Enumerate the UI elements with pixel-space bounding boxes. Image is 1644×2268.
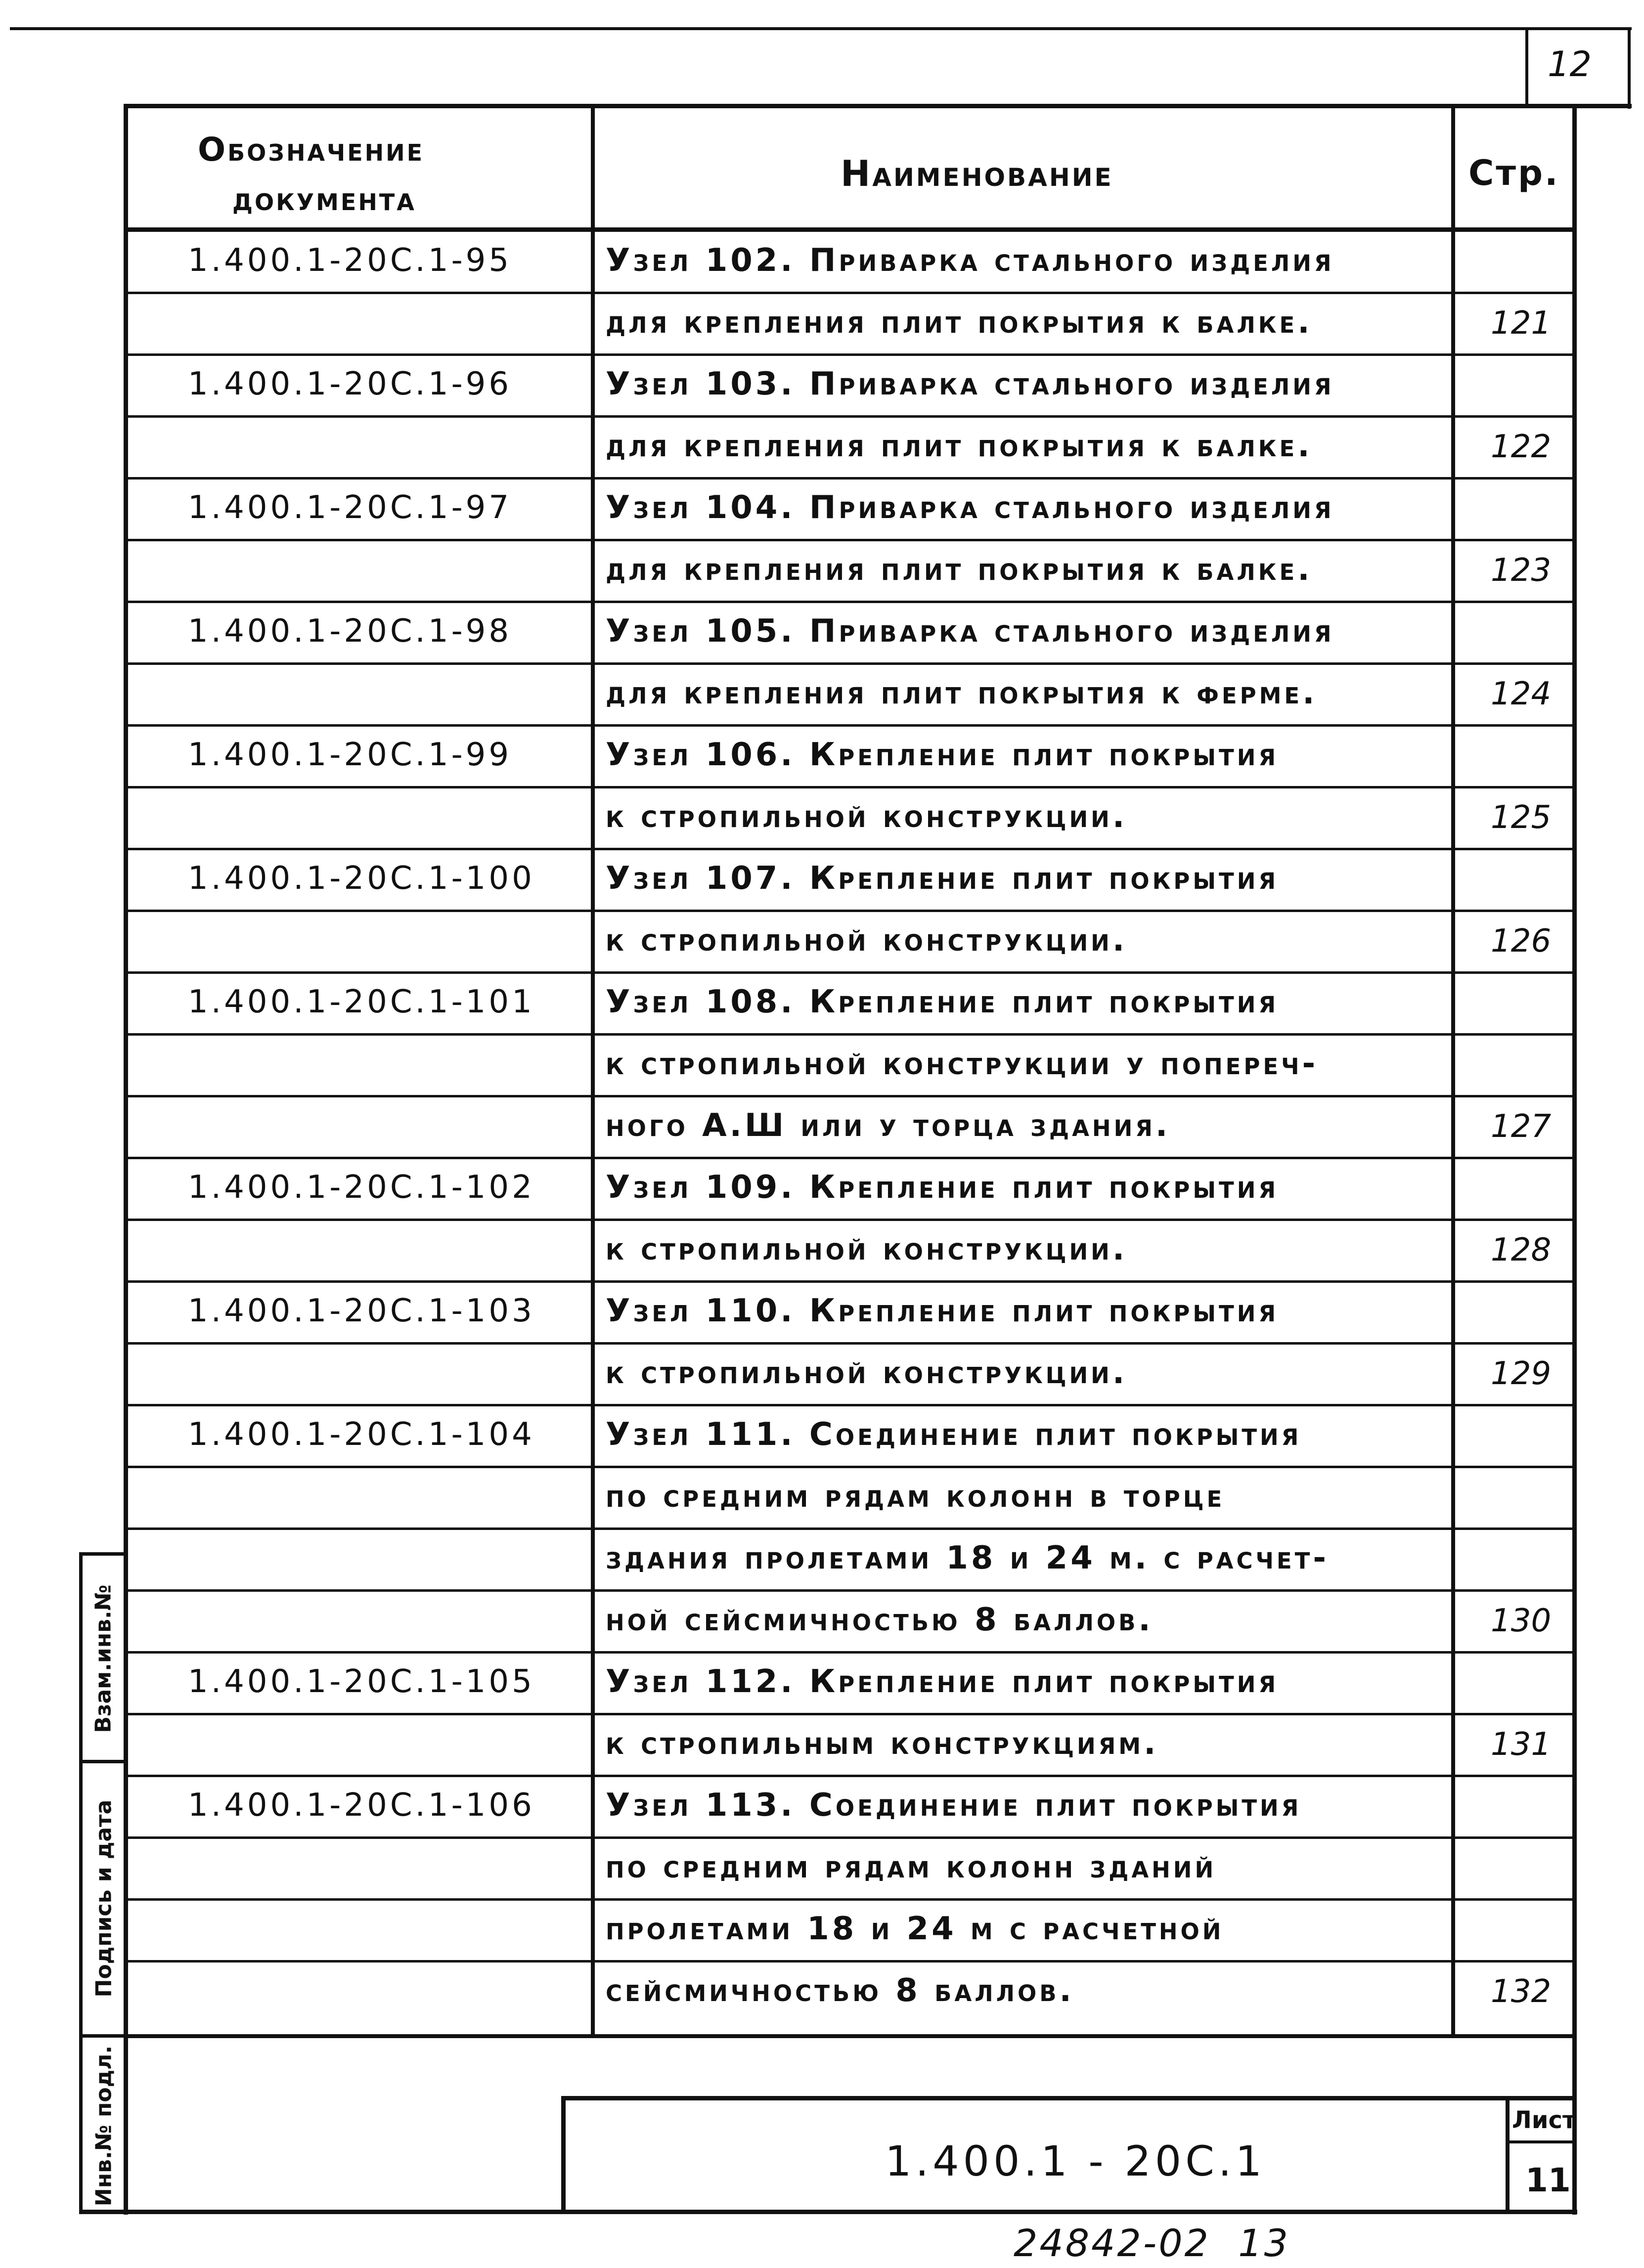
frame-outer-right	[1628, 27, 1631, 109]
row-separator	[124, 724, 1572, 727]
row-name-line: здания пролетами 18 и 24 м. с расчет-	[606, 1540, 1329, 1576]
footer-code: 24842-02 13	[1014, 2221, 1290, 2265]
row-name-line: Узел 111. Соединение плит покрытия	[606, 1416, 1302, 1453]
row-separator	[124, 1836, 1572, 1839]
row-name-line: Узел 102. Приварка стального изделия	[606, 242, 1334, 279]
title-block-left	[561, 2096, 566, 2212]
row-page: 121	[1491, 305, 1552, 342]
row-name-line: для крепления плит покрытия к балке.	[606, 551, 1313, 588]
row-name-line: к стропильной конструкции.	[606, 1354, 1128, 1391]
row-name-line: Узел 105. Приварка стального изделия	[606, 613, 1334, 650]
sheet-number-top: 12	[1548, 44, 1592, 85]
row-code: 1.400.1-20С.1-97	[188, 489, 512, 526]
row-code: 1.400.1-20С.1-104	[188, 1416, 535, 1453]
row-separator	[124, 1404, 1572, 1406]
row-separator	[124, 1713, 1572, 1715]
frame-bottom	[79, 2210, 1577, 2214]
row-name-line: Узел 109. Крепление плит покрытия	[606, 1169, 1279, 1206]
row-separator	[124, 910, 1572, 912]
row-name-line: Узел 107. Крепление плит покрытия	[606, 860, 1279, 897]
row-name-line: Узел 112. Крепление плит покрытия	[606, 1663, 1279, 1700]
row-name-line: для крепления плит покрытия к ферме.	[606, 675, 1318, 711]
row-separator	[124, 1775, 1572, 1777]
row-separator	[124, 1033, 1572, 1036]
table-bottom-rule	[124, 2034, 1572, 2038]
row-separator	[124, 662, 1572, 665]
row-name-line: по средним рядам колонн зданий	[606, 1849, 1217, 1885]
side-label-replace-inv: Взам.инв.№	[90, 1584, 116, 1733]
row-separator	[124, 539, 1572, 541]
row-separator	[124, 1219, 1572, 1221]
row-page: 131	[1491, 1726, 1552, 1763]
row-code: 1.400.1-20С.1-99	[188, 737, 512, 773]
row-name-line: к стропильной конструкции.	[606, 922, 1128, 959]
row-code: 1.400.1-20С.1-106	[188, 1787, 535, 1824]
header-designation-line1: Обозначение	[198, 131, 425, 169]
row-separator	[124, 1280, 1572, 1283]
side-label-inv-orig: Инв.№ подл.	[91, 2045, 117, 2207]
row-page: 122	[1491, 429, 1552, 465]
row-page: 129	[1491, 1355, 1552, 1392]
row-separator	[124, 1342, 1572, 1345]
row-name-line: сейсмичностью 8 баллов.	[606, 1972, 1074, 2009]
row-separator	[124, 1466, 1572, 1468]
row-separator	[124, 292, 1572, 294]
row-page: 128	[1491, 1232, 1552, 1268]
row-name-line: Узел 106. Крепление плит покрытия	[606, 737, 1279, 773]
row-name-line: для крепления плит покрытия к балке.	[606, 428, 1313, 464]
header-designation-line2: документа	[232, 180, 416, 218]
row-separator	[124, 353, 1572, 356]
row-page: 127	[1491, 1108, 1552, 1145]
col-divider-1	[591, 104, 595, 2037]
col-divider-2	[1451, 104, 1455, 2037]
header-page: Стр.	[1468, 153, 1560, 193]
row-page: 123	[1491, 552, 1552, 589]
row-name-line: для крепления плит покрытия к балке.	[606, 304, 1313, 341]
row-page: 130	[1491, 1603, 1552, 1639]
row-code: 1.400.1-20С.1-105	[188, 1663, 535, 1700]
row-name-line: Узел 110. Крепление плит покрытия	[606, 1293, 1279, 1329]
stamp-col-outer	[79, 1552, 83, 2212]
frame-right	[1572, 104, 1577, 2215]
row-code: 1.400.1-20С.1-101	[188, 984, 535, 1020]
row-name-line: ной сейсмичностью 8 баллов.	[606, 1602, 1154, 1638]
row-separator	[124, 971, 1572, 974]
row-name-line: Узел 103. Приварка стального изделия	[606, 366, 1334, 402]
row-code: 1.400.1-20С.1-96	[188, 366, 512, 402]
row-page: 125	[1491, 799, 1552, 836]
title-block-sheet-rule	[1506, 2140, 1575, 2143]
row-separator	[124, 477, 1572, 480]
frame-top	[124, 104, 1632, 108]
row-page: 124	[1491, 676, 1552, 712]
row-name-line: Узел 113. Соединение плит покрытия	[606, 1787, 1302, 1824]
row-separator	[124, 1157, 1572, 1159]
row-name-line: Узел 104. Приварка стального изделия	[606, 489, 1334, 526]
row-separator	[124, 1651, 1572, 1654]
row-separator	[124, 848, 1572, 850]
row-separator	[124, 1960, 1572, 1963]
row-separator	[124, 1898, 1572, 1901]
row-name-line: по средним рядам колонн в торце	[606, 1478, 1225, 1515]
row-separator	[124, 1527, 1572, 1530]
title-block-top	[561, 2096, 1575, 2100]
row-separator	[124, 601, 1572, 603]
title-block-sheet-divider	[1506, 2096, 1510, 2212]
row-name-line: к стропильной конструкции у попереч-	[606, 1046, 1319, 1082]
row-separator	[124, 415, 1572, 418]
row-code: 1.400.1-20С.1-100	[188, 860, 535, 897]
side-label-signature-date: Подпись и дата	[91, 1799, 117, 1998]
title-block-designation: 1.400.1 - 20С.1	[885, 2137, 1266, 2185]
row-separator	[124, 1095, 1572, 1097]
row-page: 126	[1491, 923, 1552, 960]
sheet-number-box-left	[1525, 27, 1528, 106]
row-separator	[124, 1589, 1572, 1592]
row-page: 132	[1491, 1973, 1552, 2010]
header-bottom-rule	[124, 227, 1572, 232]
row-code: 1.400.1-20С.1-103	[188, 1293, 535, 1329]
row-separator	[124, 786, 1572, 788]
header-name: Наименование	[841, 153, 1113, 194]
row-name-line: к стропильной конструкции.	[606, 1231, 1128, 1267]
row-name-line: пролетами 18 и 24 м с расчетной	[606, 1911, 1224, 1947]
title-block-sheet-label: Лист	[1512, 2106, 1576, 2134]
row-code: 1.400.1-20С.1-95	[188, 242, 512, 279]
title-block-sheet-number: 11	[1525, 2161, 1571, 2199]
row-code: 1.400.1-20С.1-102	[188, 1169, 535, 1206]
top-rule	[10, 27, 1632, 30]
row-name-line: ного А.Ш или у торца здания.	[606, 1107, 1171, 1144]
row-name-line: Узел 108. Крепление плит покрытия	[606, 984, 1279, 1020]
row-code: 1.400.1-20С.1-98	[188, 613, 512, 650]
row-name-line: к стропильной конструкции.	[606, 798, 1128, 835]
row-name-line: к стропильным конструкциям.	[606, 1725, 1159, 1762]
